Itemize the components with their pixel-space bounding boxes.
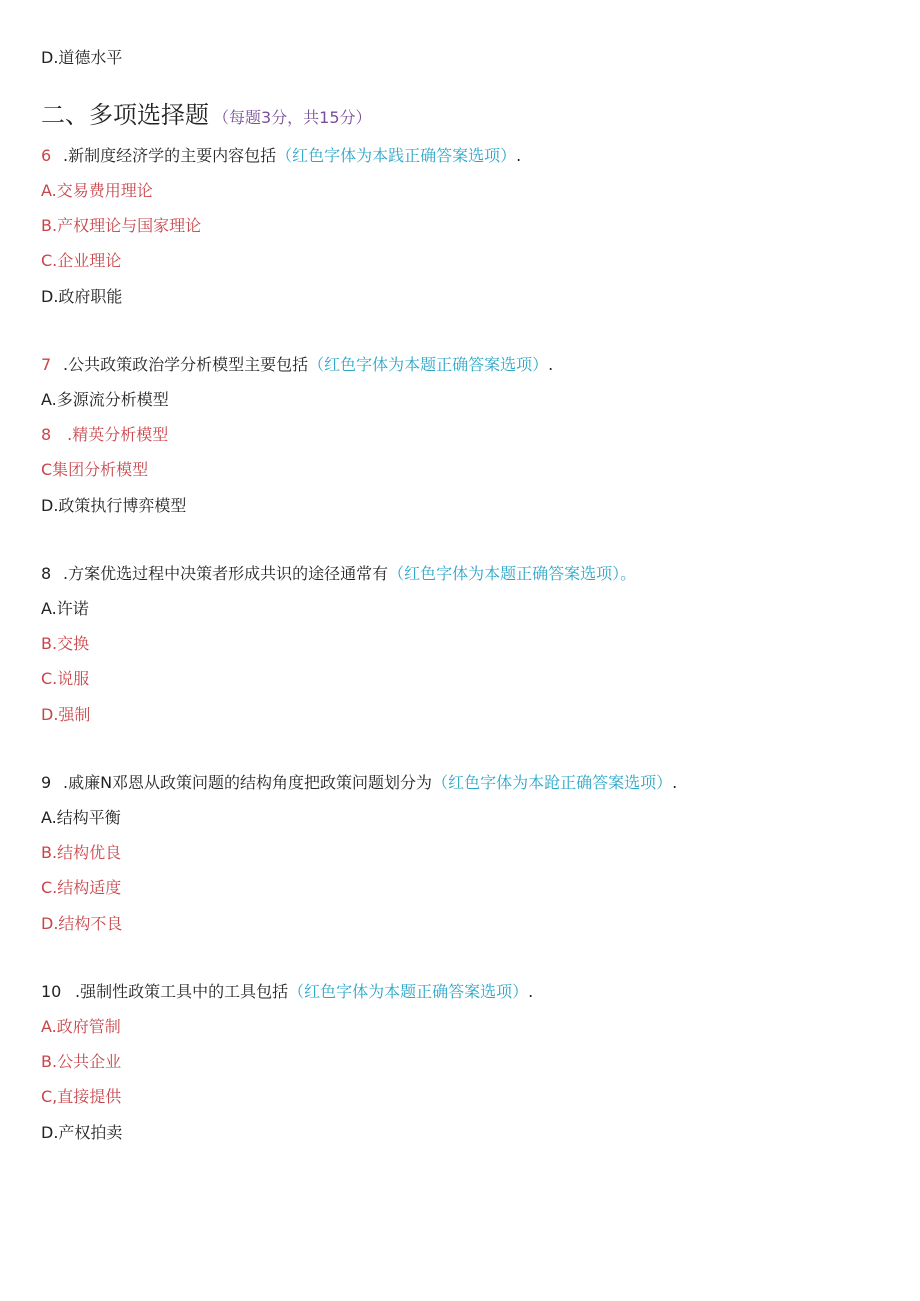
question-number: 10 xyxy=(41,982,62,1001)
question-number: 7 xyxy=(41,355,52,374)
question-end: . xyxy=(516,146,522,165)
option: C,直接提供 xyxy=(41,1087,122,1106)
option: B.交换 xyxy=(41,634,90,653)
question-number: 9 xyxy=(41,773,52,792)
option: D.强制 xyxy=(41,705,91,724)
question-hint: （红色字体为本跄正确答案选项） xyxy=(432,773,673,792)
option: D.产权拍卖 xyxy=(41,1123,123,1142)
question-end: . xyxy=(672,773,678,792)
question-number: 8 xyxy=(41,564,52,583)
question-end: 。 xyxy=(620,564,637,583)
question-number: 6 xyxy=(41,146,52,165)
option: D.结构不良 xyxy=(41,914,123,933)
question-hint: （红色字体为本题正确答案选项） xyxy=(308,355,549,374)
question-text: .公共政策政治学分析模型主要包括 xyxy=(63,355,309,374)
option: B.结构优良 xyxy=(41,843,122,862)
section-note: （每题3分，共15分） xyxy=(213,108,372,127)
section-heading: 二、多项选择题 xyxy=(41,101,209,129)
question-text: .强制性政策工具中的工具包括 xyxy=(75,982,289,1001)
question-hint: （红色字体为本践正确答案选项） xyxy=(276,146,517,165)
question-end: . xyxy=(528,982,534,1001)
option: 8 .精英分析模型 xyxy=(41,425,169,444)
option: B.公共企业 xyxy=(41,1052,122,1071)
question-text: .新制度经济学的主要内容包括 xyxy=(63,146,277,165)
option: D.政策执行博弈模型 xyxy=(41,496,187,515)
option: C集团分析模型 xyxy=(41,460,149,479)
question-7 xyxy=(41,354,553,376)
option: D.政府职能 xyxy=(41,287,123,306)
option: C.说服 xyxy=(41,669,90,688)
option: C.企业理论 xyxy=(41,251,122,270)
question-hint: （红色字体为本题正确答案选项） xyxy=(388,564,621,583)
option-d-top: D.道德水平 xyxy=(41,48,123,67)
question-9 xyxy=(41,772,677,794)
option: A.多源流分析模型 xyxy=(41,390,169,409)
section-title xyxy=(41,100,372,133)
question-hint: （红色字体为本题正确答案选项） xyxy=(288,982,529,1001)
option: A.结构平衡 xyxy=(41,808,121,827)
question-10 xyxy=(41,981,533,1003)
option: C.结构适度 xyxy=(41,878,122,897)
option: A.交易费用理论 xyxy=(41,181,153,200)
question-6 xyxy=(41,145,521,167)
question-text: .戚廉N邓恩从政策问题的结构角度把政策问题划分为 xyxy=(63,773,433,792)
question-text: .方案优选过程中决策者形成共识的途径通常有 xyxy=(63,564,389,583)
option: B.产权理论与国家理论 xyxy=(41,216,202,235)
option: A.政府管制 xyxy=(41,1017,121,1036)
question-end: . xyxy=(548,355,554,374)
option: A.许诺 xyxy=(41,599,89,618)
question-8 xyxy=(41,563,636,585)
